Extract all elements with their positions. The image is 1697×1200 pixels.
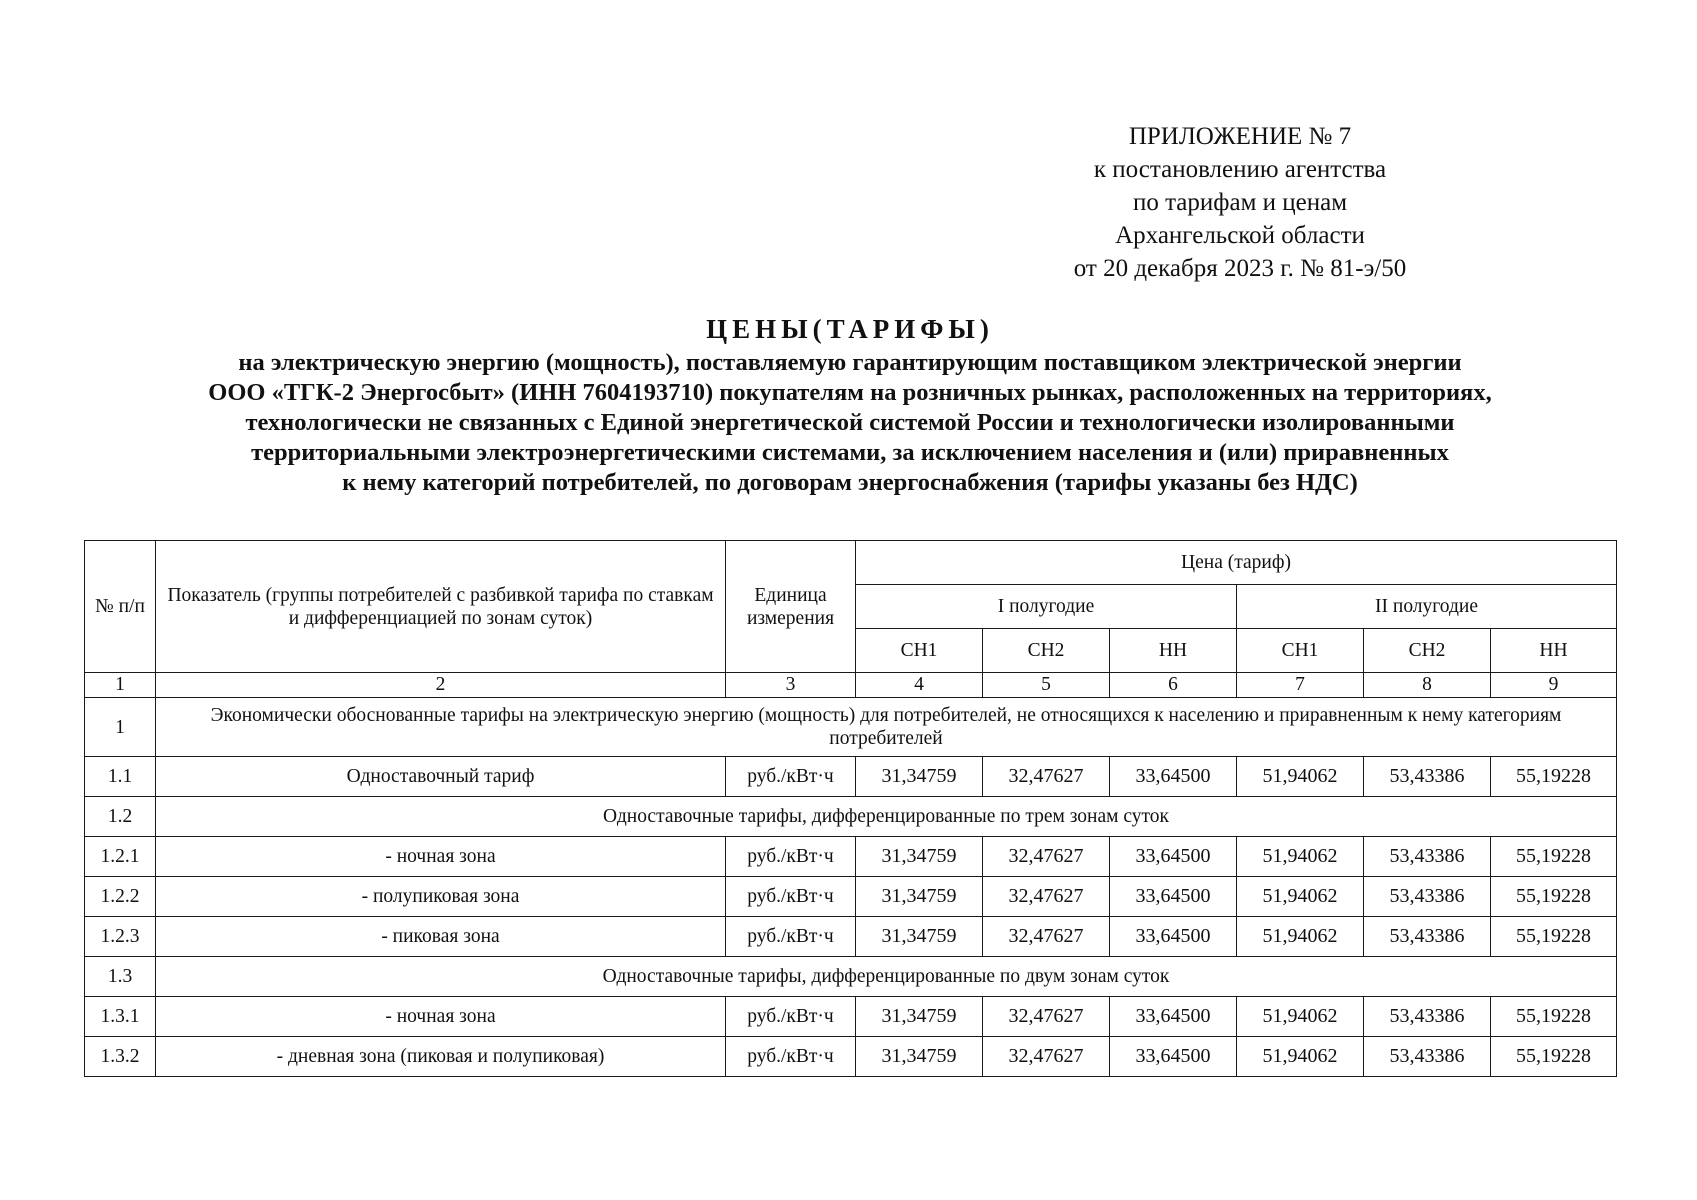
row-value: 55,19228 [1491,997,1617,1037]
row-value: 51,94062 [1237,757,1364,797]
column-number: 8 [1364,673,1491,698]
header-indicator: Показатель (группы потребителей с разбивкой тарифа по ставкам и дифференциацией по зонам суток) [156,541,726,673]
row-value: 51,94062 [1237,837,1364,877]
appendix-line: к постановлению агентства [1093,156,1387,183]
row-unit: руб./кВт·ч [726,1037,856,1077]
title-main: ЦЕНЫ(ТАРИФЫ) [706,314,994,344]
subtitle-line: территориальными электроэнергетическими системами, за исключением населения и (или) приравненных [251,439,1449,466]
subtitle-line: ООО «ТГК-2 Энергосбыт» (ИНН 7604193710) покупателям на розничных рынках, расположенных на территориях, [208,379,1492,406]
row-num: 1.2.2 [85,877,156,917]
subtitle-line: на электрическую энергию (мощность), поставляемую гарантирующим поставщиком электрической энергии [238,349,1462,376]
row-label: - дневная зона (пиковая и полупиковая) [156,1037,726,1077]
row-num: 1.2.1 [85,837,156,877]
row-value: 55,19228 [1491,757,1617,797]
row-value: 51,94062 [1237,1037,1364,1077]
table-row [85,1037,1617,1077]
row-value: 51,94062 [1237,997,1364,1037]
row-value: 31,34759 [856,917,983,957]
row-value: 32,47627 [983,1037,1110,1077]
row-num: 1.3.2 [85,1037,156,1077]
header-voltage: НН [1491,629,1617,673]
row-value: 53,43386 [1364,837,1491,877]
column-number: 6 [1110,673,1237,698]
subtitle-line: к нему категорий потребителей, по договорам энергоснабжения (тарифы указаны без НДС) [342,469,1358,496]
row-value: 33,64500 [1110,757,1237,797]
row-label: - ночная зона [156,837,726,877]
row-value: 32,47627 [983,997,1110,1037]
subsection-label: Одноставочные тарифы, дифференцированные по трем зонам суток [156,797,1617,837]
row-value: 51,94062 [1237,877,1364,917]
row-value: 31,34759 [856,837,983,877]
row-label: Одноставочный тариф [156,757,726,797]
column-number: 2 [156,673,726,698]
column-number: 9 [1491,673,1617,698]
header-price: Цена (тариф) [856,541,1617,585]
section-row [85,698,1617,757]
table-row [85,757,1617,797]
column-number: 4 [856,673,983,698]
row-num: 1.1 [85,757,156,797]
row-value: 53,43386 [1364,997,1491,1037]
header-half2: II полугодие [1237,585,1617,629]
table-body [85,541,1617,1077]
header-unit: Единица измерения [726,541,856,673]
row-label: - пиковая зона [156,917,726,957]
row-label: - ночная зона [156,997,726,1037]
subsection-label: Одноставочные тарифы, дифференцированные по двум зонам суток [156,957,1617,997]
row-value: 32,47627 [983,917,1110,957]
row-value: 33,64500 [1110,997,1237,1037]
header-voltage: СН2 [983,629,1110,673]
header-voltage: СН1 [856,629,983,673]
subtitle-line: технологически не связанных с Единой энергетической системой России и технологически изолированными [245,409,1455,436]
tariff-table [84,540,1617,1077]
appendix-line: по тарифам и ценам [1132,189,1348,216]
row-value: 33,64500 [1110,1037,1237,1077]
row-num: 1.2.3 [85,917,156,957]
row-value: 32,47627 [983,757,1110,797]
header-voltage: СН1 [1237,629,1364,673]
appendix-line: от 20 декабря 2023 г. № 81-э/50 [1073,255,1407,282]
row-value: 53,43386 [1364,1037,1491,1077]
table-row [85,877,1617,917]
row-unit: руб./кВт·ч [726,877,856,917]
row-unit: руб./кВт·ч [726,917,856,957]
row-num: 1 [85,698,156,757]
row-value: 31,34759 [856,1037,983,1077]
row-value: 33,64500 [1110,837,1237,877]
column-number-row [85,673,1617,698]
header-half1: I полугодие [856,585,1237,629]
row-value: 55,19228 [1491,1037,1617,1077]
row-unit: руб./кВт·ч [726,837,856,877]
header-voltage: НН [1110,629,1237,673]
table-row [85,837,1617,877]
row-value: 32,47627 [983,877,1110,917]
appendix-line: Архангельской области [1115,222,1365,249]
header-num: № п/п [85,541,156,673]
row-value: 53,43386 [1364,877,1491,917]
table-row [85,917,1617,957]
row-unit: руб./кВт·ч [726,757,856,797]
table-row [85,997,1617,1037]
title-subtitle [60,348,1640,498]
header-row [85,541,1617,585]
row-value: 51,94062 [1237,917,1364,957]
appendix-line: ПРИЛОЖЕНИЕ № 7 [1128,123,1352,150]
column-number: 3 [726,673,856,698]
subsection-row [85,797,1617,837]
row-num: 1.3 [85,957,156,997]
row-value: 55,19228 [1491,877,1617,917]
row-value: 32,47627 [983,837,1110,877]
column-number: 7 [1237,673,1364,698]
row-value: 31,34759 [856,877,983,917]
row-value: 31,34759 [856,757,983,797]
row-unit: руб./кВт·ч [726,997,856,1037]
row-num: 1.3.1 [85,997,156,1037]
row-label: - полупиковая зона [156,877,726,917]
row-value: 55,19228 [1491,837,1617,877]
appendix-header [1000,120,1480,285]
row-value: 31,34759 [856,997,983,1037]
subsection-row [85,957,1617,997]
section-label: Экономически обоснованные тарифы на электрическую энергию (мощность) для потребителей, не относящихся к населению и приравненным к нему категориям потребителей [156,698,1617,757]
column-number: 5 [983,673,1110,698]
row-value: 33,64500 [1110,877,1237,917]
row-value: 53,43386 [1364,917,1491,957]
row-value: 53,43386 [1364,757,1491,797]
document-title [60,312,1640,498]
row-num: 1.2 [85,797,156,837]
header-voltage: СН2 [1364,629,1491,673]
column-number: 1 [85,673,156,698]
row-value: 55,19228 [1491,917,1617,957]
row-value: 33,64500 [1110,917,1237,957]
